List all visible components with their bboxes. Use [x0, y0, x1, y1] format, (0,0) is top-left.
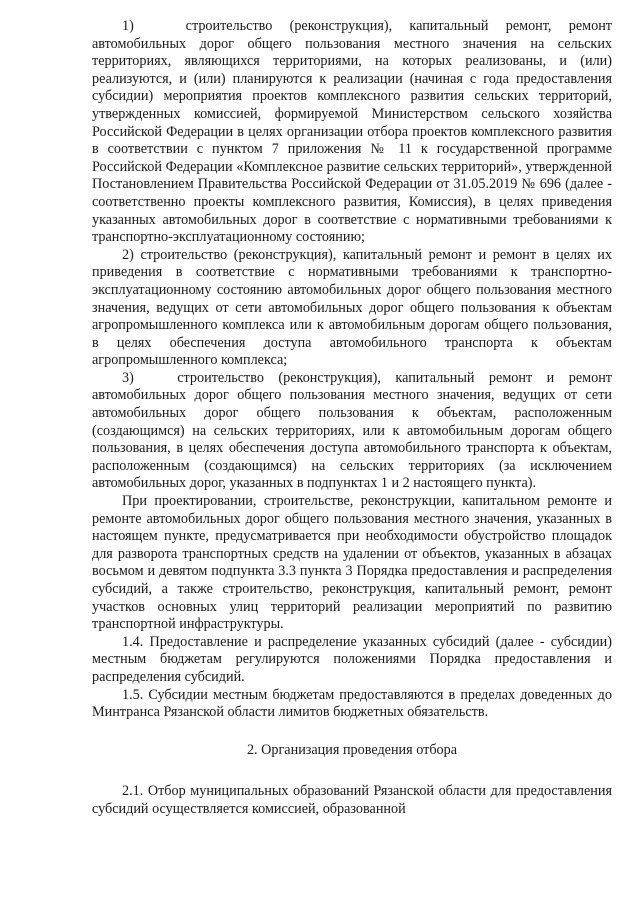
- paragraph-item-1: 1) строительство (реконструкция), капитальный ремонт, ремонт автомобильных дорог общего пользования местного значения на сельских территориях, являющихся территориями, на которых реализованы, и (или) реализуются, и (или) планируются к реализации (начиная с года предоставления субсидии) мероприятия проектов комплексного развития сельских территорий, утвержденных комиссией, формируемой Министерством сельского хозяйства Российской Федерации в целях организации отбора проектов комплексного развития в соответствии с пунктом 7 приложения № 11 к государственной программе Российской Федерации «Комплексное развитие сельских территорий», утвержденной Постановлением Правительства Российской Федерации от 31.05.2019 № 696 (далее - соответственно проекты комплексного развития, Комиссия), в целях приведения указанных автомобильных дорог в соответствие с нормативными требованиями к транспортно-эксплуатационному состоянию;: [92, 18, 612, 246]
- paragraph-item-2: 2) строительство (реконструкция), капитальный ремонт и ремонт в целях их приведения в соответствие с нормативными требованиями к транспортно-эксплуатационному состоянию автомобильных дорог общего пользования местного значения, ведущих от сети автомобильных дорог общего пользования к объектам агропромышленного комплекса или к автомобильным дорогам общего пользования, в целях обеспечения доступа автомобильного транспорта к объектам агропромышленного комплекса;: [92, 246, 612, 369]
- paragraph-1-4: 1.4. Предоставление и распределение указанных субсидий (далее - субсидии) местным бюджетам регулируются положениями Порядка предоставления и распределения субсидий.: [92, 633, 612, 685]
- paragraph-design-note: При проектировании, строительстве, реконструкции, капитальном ремонте и ремонте автомобильных дорог общего пользования местного значения, указанных в настоящем пункте, предусматривается при необходимости обустройство площадок для разворота транспортных средств на удалении от объектов, указанных в абзацах восьмом и девятом подпункта 3.3 пункта 3 Порядка предоставления и распределения субсидий, а также строительство, реконструкция, капитальный ремонт, ремонт участков основных улиц территорий реализации мероприятий по развитию транспортной инфраструктуры.: [92, 493, 612, 633]
- paragraph-1-5: 1.5. Субсидии местным бюджетам предоставляются в пределах доведенных до Минтранса Рязанской области лимитов бюджетных обязательств.: [92, 686, 612, 721]
- paragraph-item-3: 3) строительство (реконструкция), капитальный ремонт и ремонт автомобильных дорог общего пользования местного значения, ведущих от сети автомобильных дорог общего пользования к объектам, расположенным (создающимся) на сельских территориях, или к автомобильным дорогам общего пользования, в целях обеспечения доступа автомобильного транспорта к объектам, расположенным (создающимся) на сельских территориях (за исключением автомобильных дорог, указанных в подпунктах 1 и 2 настоящего пункта).: [92, 369, 612, 492]
- section-heading: 2. Организация проведения отбора: [246, 741, 458, 758]
- paragraph-2-1: 2.1. Отбор муниципальных образований Рязанской области для предоставления субсидий осуществляется комиссией, образованной: [92, 783, 612, 817]
